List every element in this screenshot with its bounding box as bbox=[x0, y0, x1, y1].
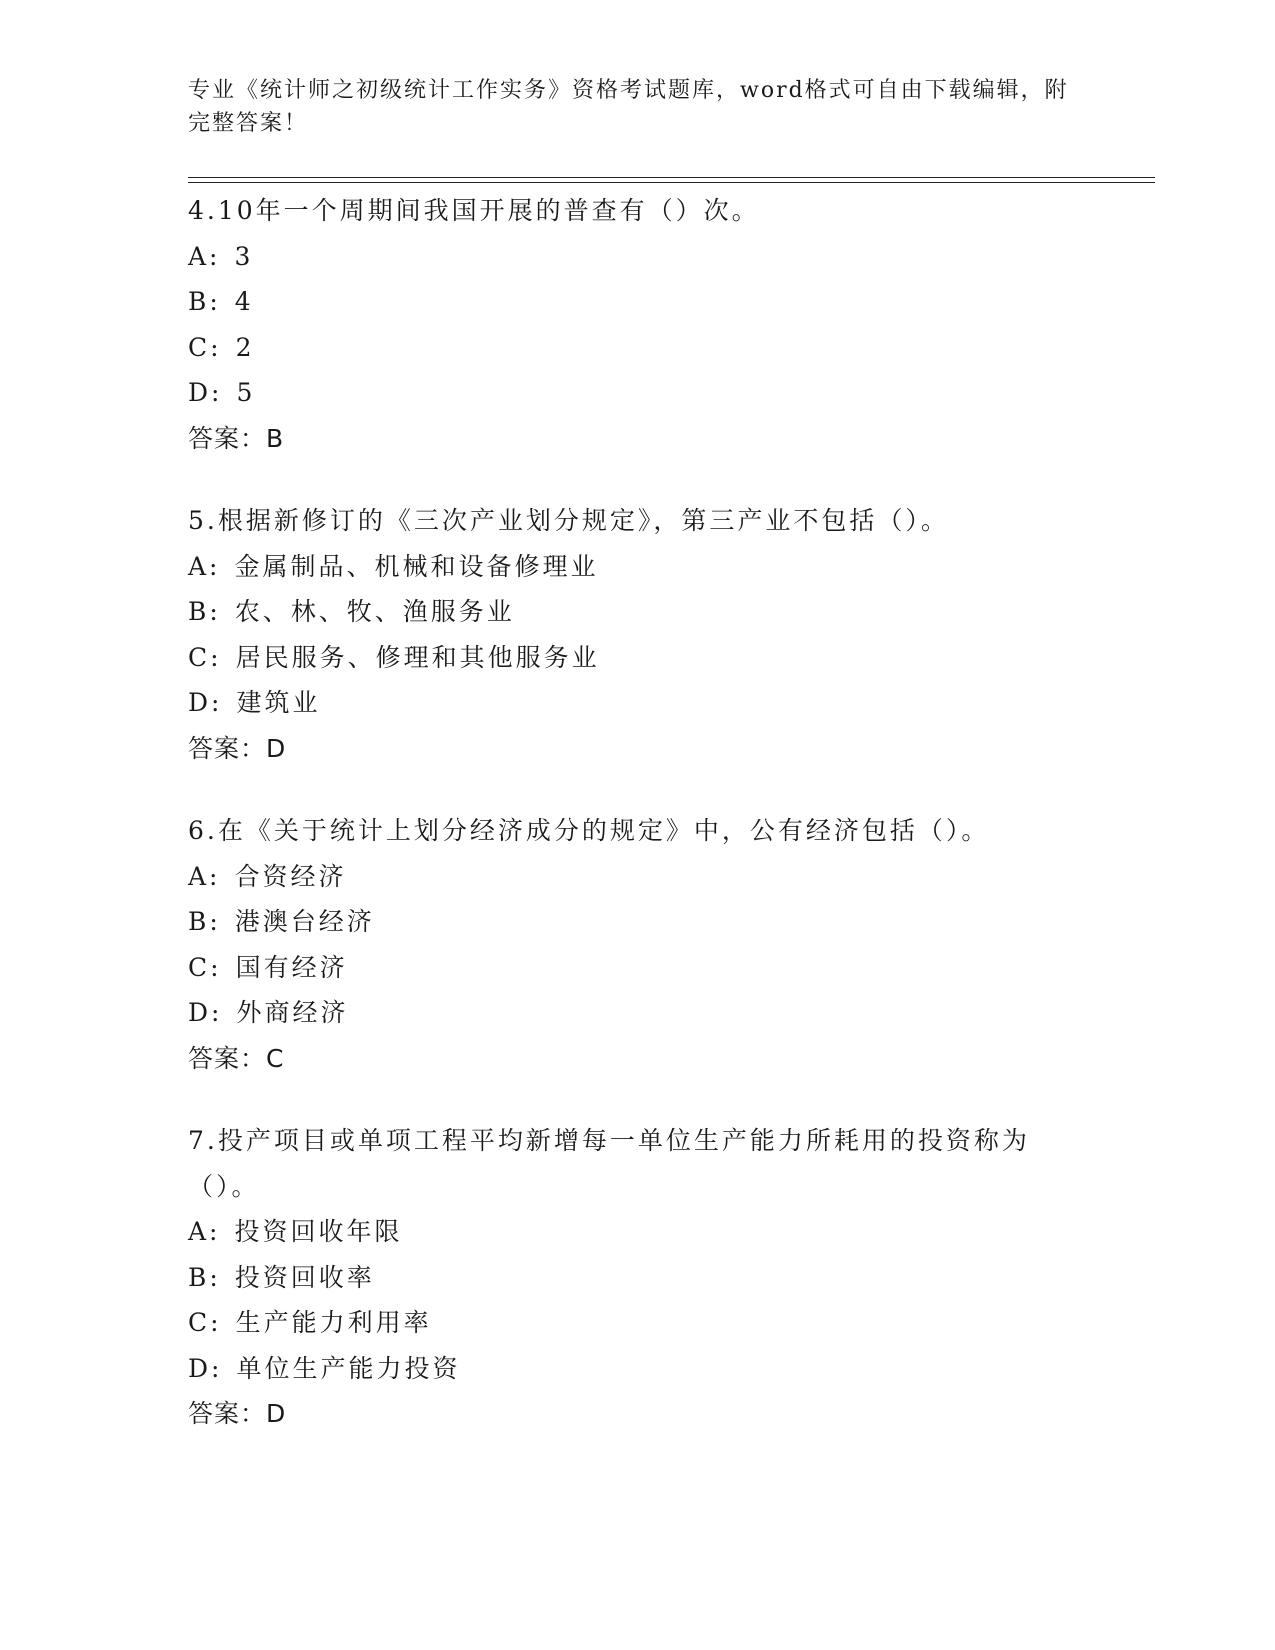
option-d bbox=[188, 370, 1088, 416]
question-5 bbox=[188, 498, 1088, 771]
option-text: 2 bbox=[235, 332, 255, 362]
option-c bbox=[188, 1300, 1088, 1346]
document-header: 专业《统计师之初级统计工作实务》资格考试题库，word格式可自由下载编辑，附完整答案！ bbox=[188, 78, 1069, 136]
option-b bbox=[188, 1255, 1088, 1301]
option-d bbox=[188, 1346, 1088, 1392]
option-text: 4 bbox=[234, 287, 254, 316]
option-text: 单位生产能力投资 bbox=[236, 1353, 461, 1383]
option-text: 外商经济 bbox=[236, 998, 349, 1027]
option-b bbox=[188, 279, 1088, 325]
option-letter: A: bbox=[188, 551, 221, 581]
option-text: 建筑业 bbox=[236, 688, 321, 717]
question-stem: 7.投产项目或单项工程平均新增每一单位生产能力所耗用的投资称为（）。 bbox=[188, 1126, 1030, 1201]
question-list bbox=[188, 188, 1088, 1474]
option-a bbox=[188, 854, 1088, 900]
question-stem: 5.根据新修订的《三次产业划分规定》，第三产业不包括（）。 bbox=[188, 506, 949, 535]
option-letter: B: bbox=[188, 287, 221, 316]
answer-line: 答案：D bbox=[188, 733, 287, 763]
option-letter: A: bbox=[188, 241, 221, 271]
option-letter: C: bbox=[188, 952, 222, 982]
option-c bbox=[188, 635, 1088, 681]
option-d bbox=[188, 680, 1088, 726]
question-stem: 4.10年一个周期间我国开展的普查有（）次。 bbox=[188, 196, 760, 225]
option-c bbox=[188, 945, 1088, 991]
header-rule-bottom bbox=[188, 182, 1155, 183]
option-letter: D: bbox=[188, 378, 223, 407]
option-c bbox=[188, 325, 1088, 371]
option-text: 投资回收年限 bbox=[234, 1217, 403, 1246]
option-text: 居民服务、修理和其他服务业 bbox=[235, 642, 600, 672]
answer-line: 答案：B bbox=[188, 423, 285, 453]
option-text: 金属制品、机械和设备修理业 bbox=[234, 551, 599, 581]
option-letter: B: bbox=[188, 1262, 221, 1292]
option-b bbox=[188, 899, 1088, 945]
option-letter: B: bbox=[188, 907, 221, 936]
option-text: 生产能力利用率 bbox=[235, 1308, 432, 1337]
question-stem: 6.在《关于统计上划分经济成分的规定》中，公有经济包括（）。 bbox=[188, 816, 990, 845]
option-text: 3 bbox=[234, 241, 254, 271]
option-letter: A: bbox=[188, 1217, 221, 1246]
option-text: 合资经济 bbox=[234, 861, 347, 891]
option-letter: C: bbox=[188, 332, 222, 362]
answer-line: 答案：D bbox=[188, 1399, 287, 1428]
option-a bbox=[188, 1209, 1088, 1255]
option-a bbox=[188, 544, 1088, 590]
question-4 bbox=[188, 188, 1088, 461]
option-letter: C: bbox=[188, 1308, 222, 1337]
question-7 bbox=[188, 1118, 1088, 1437]
option-b bbox=[188, 589, 1088, 635]
option-letter: C: bbox=[188, 642, 222, 672]
option-letter: A: bbox=[188, 861, 221, 891]
option-text: 国有经济 bbox=[235, 952, 348, 982]
option-text: 投资回收率 bbox=[234, 1262, 375, 1292]
question-6 bbox=[188, 808, 1088, 1081]
header-rule-top bbox=[188, 177, 1155, 178]
option-text: 5 bbox=[236, 378, 256, 407]
option-text: 港澳台经济 bbox=[234, 907, 375, 936]
answer-line: 答案：C bbox=[188, 1043, 285, 1073]
option-letter: B: bbox=[188, 597, 221, 626]
option-a bbox=[188, 234, 1088, 280]
option-letter: D: bbox=[188, 998, 223, 1027]
option-letter: D: bbox=[188, 688, 223, 717]
option-letter: D: bbox=[188, 1353, 223, 1383]
option-text: 农、林、牧、渔服务业 bbox=[234, 597, 515, 626]
option-d bbox=[188, 990, 1088, 1036]
